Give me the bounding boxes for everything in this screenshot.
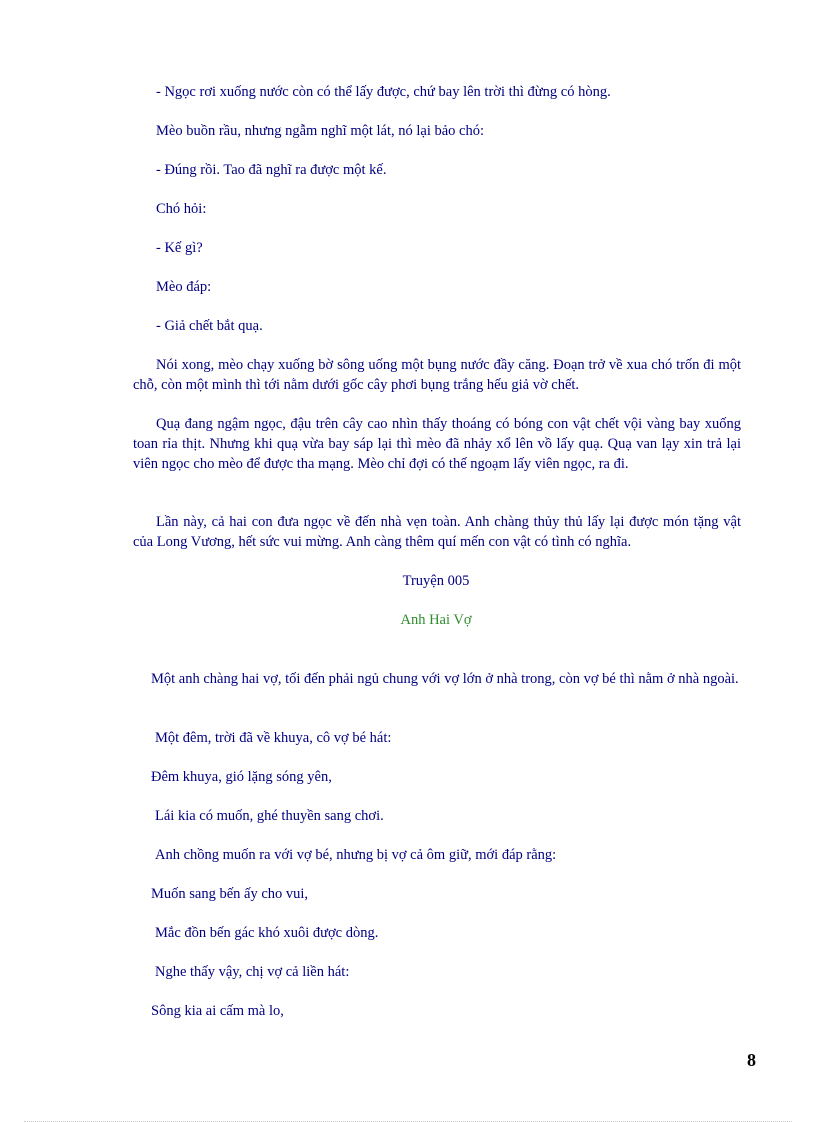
narration-line: Mèo buồn rầu, nhưng ngẫm nghĩ một lát, nó lại bảo chó: xyxy=(156,123,485,139)
narration-line: Mèo đáp: xyxy=(156,279,212,295)
poem-line: Lái kia có muốn, ghé thuyền sang chơi. xyxy=(155,808,384,824)
poem-line: Muốn sang bến ấy cho vui, xyxy=(151,886,309,902)
paragraph: Quạ đang ngậm ngọc, đậu trên cây cao nhìn thấy thoáng có bóng con vật chết vội vàng bay xuống toan rỉa thịt. Nhưng khi quạ vừa bay sáp lại thì mèo đã nhảy xổ lên vồ lấy quạ. Quạ van lạy xin trả lại viên ngọc cho mèo để được tha mạng. Mèo chỉ đợi có thế ngoạm lấy viên ngọc, ra đi. xyxy=(133,416,741,472)
dialogue-line: - Ngọc rơi xuống nước còn có thể lấy được, chứ bay lên trời thì đừng có hòng. xyxy=(156,84,611,100)
story-line: Một đêm, trời đã về khuya, cô vợ bé hát: xyxy=(155,730,392,746)
narration-line: Chó hỏi: xyxy=(156,201,207,217)
poem-line: Sông kia ai cấm mà lo, xyxy=(151,1003,284,1019)
story-line: Nghe thấy vậy, chị vợ cả liền hát: xyxy=(155,964,350,980)
paragraph: Lần này, cả hai con đưa ngọc về đến nhà vẹn toàn. Anh chàng thủy thủ lấy lại được món tặng vật của Long Vương, hết sức vui mừng. Anh càng thêm quí mến con vật có tình có nghĩa. xyxy=(133,514,741,550)
story-line: Anh chồng muốn ra với vợ bé, nhưng bị vợ cả ôm giữ, mới đáp rằng: xyxy=(155,847,557,863)
story-title: Anh Hai Vợ xyxy=(400,612,472,628)
story-number: Truyện 005 xyxy=(402,573,470,589)
footer-divider xyxy=(24,1121,792,1122)
poem-line: Đêm khuya, gió lặng sóng yên, xyxy=(151,769,332,785)
story-intro: Một anh chàng hai vợ, tối đến phải ngủ chung với vợ lớn ở nhà trong, còn vợ bé thì nằm ở nhà ngoài. xyxy=(151,671,739,687)
paragraph: Nói xong, mèo chạy xuống bờ sông uống một bụng nước đầy căng. Đoạn trở về xua chó trốn đi một chỗ, còn một mình thì tới nằm dưới gốc cây phơi bụng trắng hếu giả vờ chết. xyxy=(133,357,741,393)
dialogue-line: - Đúng rồi. Tao đã nghĩ ra được một kế. xyxy=(156,162,387,178)
page-number: 8 xyxy=(747,1050,756,1070)
dialogue-line: - Giả chết bắt quạ. xyxy=(156,318,263,334)
poem-line: Mắc đồn bến gác khó xuôi được dòng. xyxy=(155,925,379,941)
dialogue-line: - Kế gì? xyxy=(156,240,203,256)
